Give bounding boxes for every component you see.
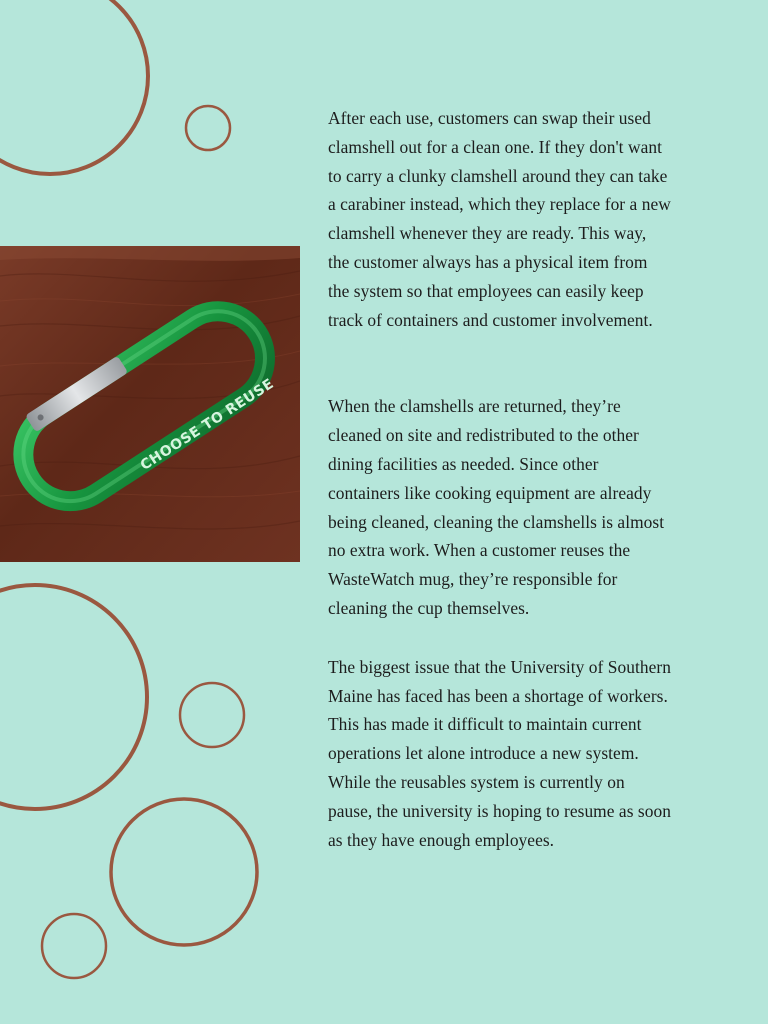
text-line: containers like cooking equipment are already [328, 482, 652, 503]
carabiner-illustration [0, 246, 300, 562]
text-line: When the clamshells are returned, they’re [328, 396, 621, 417]
text-line: While the reusables system is currently on [328, 771, 625, 792]
text-line: operations let alone introduce a new system. [328, 743, 639, 764]
text-line: to carry a clunky clamshell around they can take [328, 165, 668, 186]
text-line: After each use, customers can swap their used [328, 108, 651, 128]
paragraph-1 [328, 104, 743, 334]
circle-small-middle [180, 683, 244, 747]
text-line: WasteWatch mug, they’re responsible for [328, 569, 618, 590]
paragraph-2 [328, 392, 743, 622]
circle-large-bottom [0, 585, 147, 809]
circle-medium-bottom [111, 799, 257, 945]
text-line: as they have enough employees. [328, 829, 555, 850]
text-line: being cleaned, cleaning the clamshells is almost [328, 511, 665, 532]
text-line: clamshell whenever they are ready. This way, [328, 223, 647, 244]
circle-small-bottom [42, 914, 106, 978]
paragraph-3 [328, 653, 743, 855]
body-text [328, 104, 743, 854]
text-line: track of containers and customer involvement. [328, 309, 653, 330]
carabiner-photo [0, 246, 300, 562]
text-line: no extra work. When a customer reuses the [328, 540, 631, 561]
carabiner-engraving: CHOOSE TO REUSE [137, 375, 277, 474]
text-line: dining facilities as needed. Since other [328, 453, 599, 474]
text-line: the customer always has a physical item from [328, 251, 648, 272]
text-line: cleaned on site and redistributed to the other [328, 425, 639, 446]
text-line: clamshell out for a clean one. If they don't want [328, 136, 662, 157]
text-line: Maine has faced has been a shortage of workers. [328, 685, 668, 706]
circle-small-top [186, 106, 230, 150]
text-line: cleaning the cup themselves. [328, 597, 530, 618]
text-line: This has made it difficult to maintain current [328, 714, 642, 735]
text-line: a carabiner instead, which they replace for a new [328, 194, 671, 215]
circle-large-top [0, 0, 148, 174]
text-line: the system so that employees can easily keep [328, 280, 644, 301]
text-line: pause, the university is hoping to resume as soon [328, 800, 671, 821]
text-line: The biggest issue that the University of Southern [328, 656, 671, 677]
